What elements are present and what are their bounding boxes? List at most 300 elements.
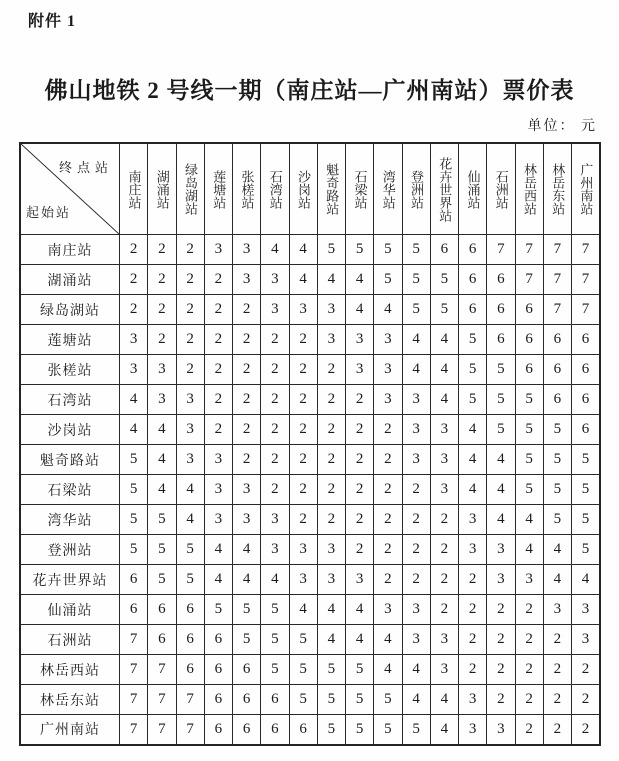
fare-cell: 2 (374, 415, 402, 445)
fare-cell: 5 (515, 475, 543, 505)
corner-origin-label: 起始站 (26, 205, 72, 220)
destination-header: 石梁站 (346, 143, 374, 235)
fare-cell: 6 (261, 685, 289, 715)
fare-cell: 2 (204, 385, 232, 415)
fare-cell: 5 (346, 655, 374, 685)
fare-cell: 4 (317, 625, 345, 655)
fare-cell: 6 (176, 595, 204, 625)
fare-cell: 5 (402, 715, 430, 745)
fare-cell: 5 (261, 595, 289, 625)
fare-cell: 3 (204, 475, 232, 505)
fare-cell: 2 (233, 355, 261, 385)
table-row (20, 415, 600, 445)
fare-cell: 6 (572, 325, 601, 355)
fare-cell: 2 (289, 475, 317, 505)
fare-cell: 2 (317, 475, 345, 505)
fare-cell: 5 (346, 685, 374, 715)
fare-cell: 2 (543, 715, 571, 745)
fare-cell: 6 (543, 385, 571, 415)
fare-cell: 3 (346, 355, 374, 385)
fare-cell: 4 (430, 715, 458, 745)
fare-cell: 6 (515, 295, 543, 325)
table-row (20, 565, 600, 595)
fare-cell: 2 (430, 595, 458, 625)
fare-cell: 5 (289, 625, 317, 655)
fare-cell: 6 (233, 655, 261, 685)
fare-cell: 2 (233, 445, 261, 475)
fare-cell: 2 (289, 415, 317, 445)
fare-cell: 4 (289, 235, 317, 265)
fare-cell: 5 (515, 415, 543, 445)
fare-cell: 3 (289, 295, 317, 325)
fare-cell: 2 (289, 385, 317, 415)
fare-cell: 5 (543, 445, 571, 475)
fare-cell: 5 (487, 415, 515, 445)
fare-cell: 5 (346, 715, 374, 745)
fare-cell: 4 (430, 685, 458, 715)
fare-cell: 4 (402, 685, 430, 715)
fare-cell: 4 (459, 475, 487, 505)
fare-cell: 6 (204, 625, 232, 655)
fare-cell: 5 (572, 505, 601, 535)
fare-cell: 3 (430, 655, 458, 685)
fare-cell: 7 (148, 715, 176, 745)
fare-cell: 7 (176, 715, 204, 745)
origin-cell: 石洲站 (20, 625, 120, 655)
fare-cell: 6 (487, 265, 515, 295)
fare-cell: 3 (487, 565, 515, 595)
fare-cell: 2 (402, 475, 430, 505)
fare-cell: 3 (233, 505, 261, 535)
fare-cell: 2 (233, 385, 261, 415)
fare-cell: 5 (317, 235, 345, 265)
fare-cell: 6 (572, 355, 601, 385)
fare-cell: 2 (572, 685, 601, 715)
fare-cell: 2 (289, 505, 317, 535)
fare-cell: 4 (261, 235, 289, 265)
destination-header: 绿岛湖站 (176, 143, 204, 235)
fare-cell: 3 (317, 565, 345, 595)
fare-cell: 4 (176, 505, 204, 535)
fare-cell: 6 (515, 325, 543, 355)
table-row (20, 595, 600, 625)
fare-cell: 6 (261, 715, 289, 745)
fare-cell: 6 (430, 235, 458, 265)
origin-cell: 湖涌站 (20, 265, 120, 295)
fare-cell: 4 (515, 535, 543, 565)
origin-cell: 林岳西站 (20, 655, 120, 685)
fare-cell: 6 (176, 625, 204, 655)
fare-cell: 3 (233, 265, 261, 295)
fare-cell: 2 (459, 655, 487, 685)
fare-cell: 2 (233, 325, 261, 355)
fare-cell: 6 (289, 715, 317, 745)
fare-cell: 2 (402, 535, 430, 565)
fare-cell: 5 (317, 655, 345, 685)
fare-cell: 6 (572, 415, 601, 445)
fare-cell: 5 (233, 625, 261, 655)
fare-cell: 2 (204, 415, 232, 445)
fare-cell: 3 (233, 235, 261, 265)
fare-cell: 6 (204, 655, 232, 685)
fare-cell: 6 (459, 295, 487, 325)
fare-cell: 5 (176, 565, 204, 595)
origin-cell: 林岳东站 (20, 685, 120, 715)
fare-cell: 3 (204, 505, 232, 535)
fare-cell: 2 (487, 685, 515, 715)
fare-cell: 2 (148, 265, 176, 295)
fare-cell: 2 (204, 325, 232, 355)
fare-cell: 2 (487, 595, 515, 625)
destination-header: 莲塘站 (204, 143, 232, 235)
destination-header: 广州南站 (572, 143, 601, 235)
fare-cell: 5 (120, 445, 148, 475)
table-row (20, 655, 600, 685)
unit-label: 单位： 元 (527, 119, 597, 134)
fare-cell: 4 (148, 475, 176, 505)
origin-cell: 仙涌站 (20, 595, 120, 625)
table-row (20, 265, 600, 295)
fare-cell: 4 (487, 475, 515, 505)
table-row (20, 445, 600, 475)
fare-table (19, 142, 601, 746)
fare-cell: 6 (204, 715, 232, 745)
fare-cell: 5 (515, 445, 543, 475)
fare-cell: 6 (515, 355, 543, 385)
fare-cell: 2 (176, 355, 204, 385)
table-row (20, 535, 600, 565)
fare-cell: 7 (120, 715, 148, 745)
fare-cell: 3 (120, 325, 148, 355)
fare-cell: 4 (572, 565, 601, 595)
fare-cell: 3 (233, 475, 261, 505)
fare-cell: 2 (515, 685, 543, 715)
fare-cell: 7 (120, 625, 148, 655)
fare-cell: 3 (176, 385, 204, 415)
fare-cell: 4 (204, 535, 232, 565)
fare-cell: 4 (402, 355, 430, 385)
fare-cell: 4 (204, 565, 232, 595)
fare-cell: 2 (176, 325, 204, 355)
fare-cell: 5 (402, 265, 430, 295)
fare-cell: 2 (374, 475, 402, 505)
fare-cell: 4 (374, 295, 402, 325)
fare-cell: 2 (261, 355, 289, 385)
fare-cell: 5 (317, 685, 345, 715)
table-row (20, 685, 600, 715)
fare-cell: 4 (317, 265, 345, 295)
fare-cell: 4 (543, 535, 571, 565)
fare-cell: 2 (374, 445, 402, 475)
fare-cell: 3 (317, 295, 345, 325)
destination-header: 张槎站 (233, 143, 261, 235)
fare-cell: 3 (317, 535, 345, 565)
fare-cell: 4 (176, 475, 204, 505)
fare-cell: 5 (374, 715, 402, 745)
fare-cell: 6 (487, 295, 515, 325)
origin-cell: 广州南站 (20, 715, 120, 745)
fare-cell: 6 (543, 325, 571, 355)
fare-cell: 5 (289, 655, 317, 685)
fare-cell: 3 (543, 595, 571, 625)
fare-cell: 5 (317, 715, 345, 745)
table-row (20, 475, 600, 505)
fare-cell: 4 (148, 445, 176, 475)
fare-cell: 2 (402, 505, 430, 535)
fare-cell: 7 (148, 655, 176, 685)
fare-cell: 3 (120, 355, 148, 385)
fare-cell: 5 (572, 475, 601, 505)
fare-cell: 4 (487, 445, 515, 475)
fare-cell: 3 (402, 625, 430, 655)
fare-cell: 2 (515, 715, 543, 745)
fare-cell: 3 (515, 565, 543, 595)
header-row (20, 143, 600, 235)
fare-cell: 3 (402, 415, 430, 445)
page-title: 佛山地铁 2 号线一期（南庄站—广州南站）票价表 (44, 78, 575, 103)
fare-cell: 5 (487, 355, 515, 385)
fare-cell: 5 (120, 505, 148, 535)
fare-cell: 7 (487, 235, 515, 265)
fare-cell: 2 (346, 505, 374, 535)
fare-cell: 7 (572, 265, 601, 295)
destination-header: 林岳东站 (543, 143, 571, 235)
fare-cell: 2 (148, 235, 176, 265)
fare-cell: 5 (572, 535, 601, 565)
origin-cell: 魁奇路站 (20, 445, 120, 475)
fare-cell: 4 (120, 385, 148, 415)
fare-cell: 4 (289, 265, 317, 295)
fare-cell: 2 (459, 565, 487, 595)
fare-cell: 2 (515, 595, 543, 625)
fare-cell: 4 (346, 595, 374, 625)
fare-cell: 5 (148, 505, 176, 535)
fare-cell: 2 (120, 235, 148, 265)
fare-cell: 7 (120, 685, 148, 715)
fare-cell: 4 (374, 625, 402, 655)
fare-cell: 3 (374, 355, 402, 385)
fare-cell: 6 (120, 595, 148, 625)
fare-cell: 5 (402, 235, 430, 265)
fare-cell: 5 (543, 475, 571, 505)
fare-cell: 2 (543, 625, 571, 655)
fare-cell: 2 (374, 535, 402, 565)
fare-cell: 2 (430, 535, 458, 565)
fare-cell: 7 (148, 685, 176, 715)
fare-cell: 5 (148, 565, 176, 595)
fare-cell: 2 (317, 385, 345, 415)
fare-cell: 2 (317, 445, 345, 475)
fare-cell: 5 (120, 475, 148, 505)
fare-cell: 6 (120, 565, 148, 595)
fare-cell: 3 (204, 235, 232, 265)
fare-cell: 3 (430, 475, 458, 505)
fare-cell: 3 (374, 385, 402, 415)
fare-cell: 5 (430, 265, 458, 295)
table-row (20, 355, 600, 385)
fare-cell: 2 (346, 385, 374, 415)
fare-cell: 3 (459, 505, 487, 535)
fare-cell: 5 (374, 265, 402, 295)
fare-cell: 4 (402, 655, 430, 685)
origin-cell: 石梁站 (20, 475, 120, 505)
destination-header: 花卉世界站 (430, 143, 458, 235)
fare-cell: 4 (346, 295, 374, 325)
corner-cell (20, 143, 120, 235)
fare-cell: 6 (233, 715, 261, 745)
fare-cell: 5 (459, 385, 487, 415)
fare-cell: 4 (430, 385, 458, 415)
fare-cell: 5 (176, 535, 204, 565)
fare-cell: 2 (346, 415, 374, 445)
fare-cell: 6 (459, 265, 487, 295)
fare-cell: 4 (430, 355, 458, 385)
fare-cell: 2 (346, 475, 374, 505)
fare-cell: 5 (374, 685, 402, 715)
origin-cell: 张槎站 (20, 355, 120, 385)
fare-cell: 6 (572, 385, 601, 415)
fare-cell: 2 (120, 265, 148, 295)
destination-header: 沙岗站 (289, 143, 317, 235)
fare-cell: 4 (317, 595, 345, 625)
fare-cell: 2 (374, 505, 402, 535)
fare-cell: 3 (572, 625, 601, 655)
fare-cell: 3 (402, 445, 430, 475)
fare-cell: 5 (487, 385, 515, 415)
table-row (20, 325, 600, 355)
fare-cell: 5 (120, 535, 148, 565)
fare-cell: 4 (515, 505, 543, 535)
fare-cell: 2 (204, 265, 232, 295)
fare-cell: 4 (148, 415, 176, 445)
fare-cell: 2 (374, 565, 402, 595)
fare-cell: 3 (459, 715, 487, 745)
fare-cell: 5 (261, 625, 289, 655)
fare-cell: 3 (261, 535, 289, 565)
destination-header: 魁奇路站 (317, 143, 345, 235)
fare-cell: 2 (317, 505, 345, 535)
table-row (20, 385, 600, 415)
origin-cell: 南庄站 (20, 235, 120, 265)
fare-cell: 4 (402, 325, 430, 355)
origin-cell: 湾华站 (20, 505, 120, 535)
fare-cell: 5 (459, 325, 487, 355)
fare-cell: 3 (346, 325, 374, 355)
destination-header: 林岳西站 (515, 143, 543, 235)
fare-cell: 2 (572, 655, 601, 685)
fare-cell: 7 (572, 295, 601, 325)
attachment-label: 附件 1 (28, 13, 77, 30)
fare-cell: 7 (543, 235, 571, 265)
fare-cell: 2 (543, 655, 571, 685)
fare-cell: 7 (120, 655, 148, 685)
origin-cell: 花卉世界站 (20, 565, 120, 595)
fare-cell: 3 (430, 415, 458, 445)
destination-header: 南庄站 (120, 143, 148, 235)
fare-cell: 6 (176, 655, 204, 685)
fare-cell: 3 (261, 505, 289, 535)
fare-cell: 5 (289, 685, 317, 715)
fare-cell: 5 (346, 235, 374, 265)
fare-cell: 2 (543, 685, 571, 715)
fare-cell: 2 (261, 385, 289, 415)
fare-cell: 3 (261, 265, 289, 295)
fare-cell: 5 (572, 445, 601, 475)
fare-cell: 2 (430, 565, 458, 595)
fare-cell: 2 (120, 295, 148, 325)
fare-cell: 3 (430, 625, 458, 655)
fare-cell: 2 (515, 655, 543, 685)
fare-cell: 3 (402, 385, 430, 415)
fare-cell: 6 (459, 235, 487, 265)
fare-cell: 4 (261, 565, 289, 595)
fare-cell: 3 (430, 445, 458, 475)
fare-cell: 2 (233, 415, 261, 445)
fare-cell: 4 (233, 565, 261, 595)
fare-cell: 7 (515, 235, 543, 265)
fare-cell: 3 (176, 415, 204, 445)
fare-cell: 2 (289, 325, 317, 355)
fare-cell: 2 (261, 325, 289, 355)
fare-cell: 4 (233, 535, 261, 565)
fare-cell: 5 (543, 415, 571, 445)
fare-cell: 6 (233, 685, 261, 715)
fare-cell: 2 (459, 625, 487, 655)
fare-cell: 6 (204, 685, 232, 715)
fare-cell: 2 (233, 295, 261, 325)
fare-cell: 3 (261, 295, 289, 325)
fare-cell: 2 (430, 505, 458, 535)
fare-cell: 5 (148, 535, 176, 565)
table-row (20, 505, 600, 535)
fare-cell: 3 (148, 385, 176, 415)
fare-cell: 4 (459, 415, 487, 445)
fare-cell: 7 (176, 685, 204, 715)
fare-cell: 2 (572, 715, 601, 745)
fare-cell: 2 (317, 415, 345, 445)
fare-cell: 2 (402, 565, 430, 595)
fare-cell: 2 (289, 355, 317, 385)
fare-cell: 4 (459, 445, 487, 475)
table-row (20, 295, 600, 325)
fare-cell: 5 (459, 355, 487, 385)
fare-cell: 2 (261, 445, 289, 475)
fare-cell: 4 (346, 265, 374, 295)
destination-header: 石湾站 (261, 143, 289, 235)
fare-cell: 5 (204, 595, 232, 625)
fare-cell: 3 (289, 565, 317, 595)
destination-header: 登洲站 (402, 143, 430, 235)
fare-cell: 5 (515, 385, 543, 415)
fare-cell: 3 (176, 445, 204, 475)
fare-cell: 3 (374, 325, 402, 355)
fare-cell: 2 (148, 295, 176, 325)
fare-cell: 4 (543, 565, 571, 595)
fare-cell: 7 (572, 235, 601, 265)
destination-header: 湖涌站 (148, 143, 176, 235)
table-row (20, 235, 600, 265)
fare-cell: 7 (515, 265, 543, 295)
fare-cell: 3 (204, 445, 232, 475)
destination-header: 湾华站 (374, 143, 402, 235)
fare-cell: 3 (459, 685, 487, 715)
fare-cell: 2 (487, 625, 515, 655)
fare-cell: 2 (346, 445, 374, 475)
fare-cell: 3 (402, 595, 430, 625)
fare-cell: 4 (430, 325, 458, 355)
fare-cell: 5 (402, 295, 430, 325)
fare-cell: 2 (459, 595, 487, 625)
